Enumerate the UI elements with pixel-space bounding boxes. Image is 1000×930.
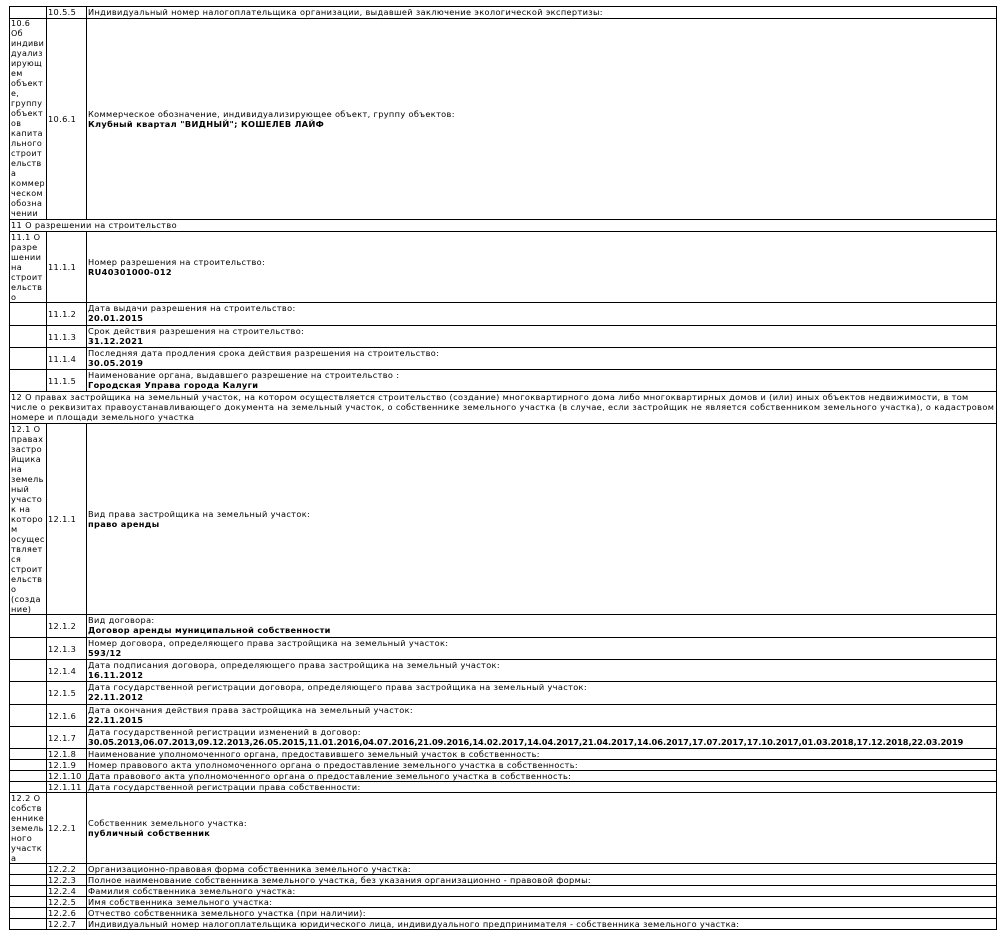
row-text: Дата подписания договора, определяющего права застройщика на земельный участок: [88,660,500,670]
table-row [10,727,997,749]
row-number: 12.2.4 [47,886,87,897]
row-number: 12.1.2 [47,615,87,638]
table-row [10,660,997,682]
row-value: публичный собственник [88,828,211,838]
row-number: 12.1.8 [47,749,87,760]
row-number: 12.1.11 [47,782,87,793]
table-row [10,864,997,875]
row-number: 10.6.1 [47,19,87,220]
row-cell [87,424,997,615]
row-number: 12.1.6 [47,705,87,727]
row-number: 11.1.2 [47,303,87,326]
row-text: Номер договора, определяющего права застройщика на земельный участок: [88,638,449,648]
row-number: 10.5.5 [47,7,87,19]
row-number: 12.2.5 [47,897,87,908]
row-text: Наименование уполномоченного органа, предоставившего земельный участок в собственность: [87,749,997,760]
table-row [10,760,997,771]
row-cell [87,615,997,638]
declaration-table [9,6,997,930]
row-value: 30.05.2019 [88,358,144,368]
row-cell [87,638,997,660]
row-number: 12.1.7 [47,727,87,749]
row-number: 11.1.4 [47,348,87,370]
table-row [10,749,997,760]
table-row [10,682,997,705]
row-text: Срок действия разрешения на строительство: [88,326,305,336]
table-row [10,303,997,326]
row-value: 31.12.2021 [88,336,144,346]
row-text: Вид договора: [88,615,155,625]
row-number: 12.2.6 [47,908,87,919]
row-text: Номер правового акта уполномоченного органа о предоставление земельного участка в собственность: [87,760,997,771]
row-text: Наименование органа, выдавшего разрешение на строительство : [88,370,400,380]
section-title: 12 О правах застройщика на земельный участок, на котором осуществляется строительство (создание) многоквартирного дома либо многоквартирных домов и (или) иных объектов недвижимости, в том числе о реквизитах правоустанавливающего документа на земельный участок, о собственнике земельного участка (в случае, если застройщик не является собственником земельного участка), о кадастровом номере и площади земельного участка [10,392,997,424]
row-number: 12.2.1 [47,793,87,864]
row-number: 12.1.1 [47,424,87,615]
section-title: 11 О разрешении на строительство [10,220,997,232]
table-row [10,370,997,392]
table-row [10,326,997,348]
row-text: Собственник земельного участка: [88,818,247,828]
table-row [10,908,997,919]
row-text: Имя собственника земельного участка: [87,897,997,908]
row-value: RU40301000-012 [88,267,172,277]
row-text: Последняя дата продления срока действия разрешения на строительство: [88,348,440,358]
subsection-label: 11.1 О разрешении на строительство [10,232,47,303]
row-text: Номер разрешения на строительство: [88,257,266,267]
row-cell [87,682,997,705]
subsection-label: 12.2 О собственнике земельного участка [10,793,47,864]
row-text: Дата государственной регистрации права собственности: [87,782,997,793]
table-row [10,875,997,886]
row-number: 12.1.3 [47,638,87,660]
row-number: 12.1.9 [47,760,87,771]
row-text: Дата правового акта уполномоченного органа о предоставление земельного участка в собственность: [87,771,997,782]
row-text: Отчество собственника земельного участка (при наличии): [87,908,997,919]
row-cell [87,370,997,392]
table-row [10,424,997,615]
row-number: 12.1.5 [47,682,87,705]
row-number: 12.2.2 [47,864,87,875]
row-value: 593/12 [88,648,122,658]
row-cell [87,232,997,303]
row-text: Индивидуальный номер налогоплательщика организации, выдавшей заключение экологической экспертизы: [87,7,997,19]
table-row [10,7,997,19]
row-number: 11.1.1 [47,232,87,303]
row-cell [87,19,997,220]
row-cell [87,727,997,749]
section-title-row [10,392,997,424]
row-cell [87,348,997,370]
row-number: 12.2.3 [47,875,87,886]
row-value: 20.01.2015 [88,313,144,323]
section-title-row [10,220,997,232]
row-value: 22.11.2015 [88,715,144,725]
row-value: Клубный квартал "ВИДНЫЙ"; КОШЕЛЕВ ЛАЙФ [88,119,325,129]
row-text: Полное наименование собственника земельного участка, без указания организационно - правовой формы: [87,875,997,886]
row-number: 11.1.3 [47,326,87,348]
row-text: Индивидуальный номер налогоплательщика юридического лица, индивидуального предпринимателя - собственника земельного участка: [87,919,997,930]
row-cell [87,793,997,864]
row-text: Организационно-правовая форма собственника земельного участка: [87,864,997,875]
table-row [10,886,997,897]
subsection-label: 12.1 О правах застройщика на земельный участок на котором осуществляется строительство (создание) [11,424,45,614]
row-cell [87,326,997,348]
table-row [10,638,997,660]
row-text: Вид права застройщика на земельный участок: [88,509,311,519]
row-text: Дата окончания действия права застройщика на земельный участок: [88,705,414,715]
table-row [10,919,997,930]
table-row [10,19,997,220]
row-number: 11.1.5 [47,370,87,392]
row-value: Договор аренды муниципальной собственности [88,625,331,635]
table-row [10,232,997,303]
row-text: Коммерческое обозначение, индивидуализирующее объект, группу объектов: [88,109,455,119]
row-text: Дата выдачи разрешения на строительство: [88,303,296,313]
row-number: 12.1.10 [47,771,87,782]
row-text: Дата государственной регистрации изменений в договор: [88,727,361,737]
table-row [10,897,997,908]
row-value: 22.11.2012 [88,692,144,702]
table-row [10,771,997,782]
table-row [10,782,997,793]
row-value: Городская Управа города Калуги [88,380,259,390]
table-row [10,793,997,864]
row-text: Фамилия собственника земельного участка: [87,886,997,897]
row-value: 30.05.2013,06.07.2013,09.12.2013,26.05.2015,11.01.2016,04.07.2016,21.09.2016,14.02.2017,14.04.2017,21.04.2017,14.06.2017,17.07.2017,17.10.2017,01.03.2018,17.12.2018,22.03.2019 [88,737,964,747]
row-number: 12.2.7 [47,919,87,930]
row-value: право аренды [88,519,160,529]
row-cell [87,303,997,326]
table-row [10,615,997,638]
row-cell [87,705,997,727]
row-text: Дата государственной регистрации договора, определяющего права застройщика на земельный участок: [88,682,587,692]
row-value: 16.11.2012 [88,670,144,680]
row-cell [87,660,997,682]
row-number: 12.1.4 [47,660,87,682]
table-row [10,705,997,727]
table-row [10,348,997,370]
subsection-label: 10.6 Об индивидуализирующем объекте, группу объектов капитального строительства коммерческом обозначении [11,19,45,218]
